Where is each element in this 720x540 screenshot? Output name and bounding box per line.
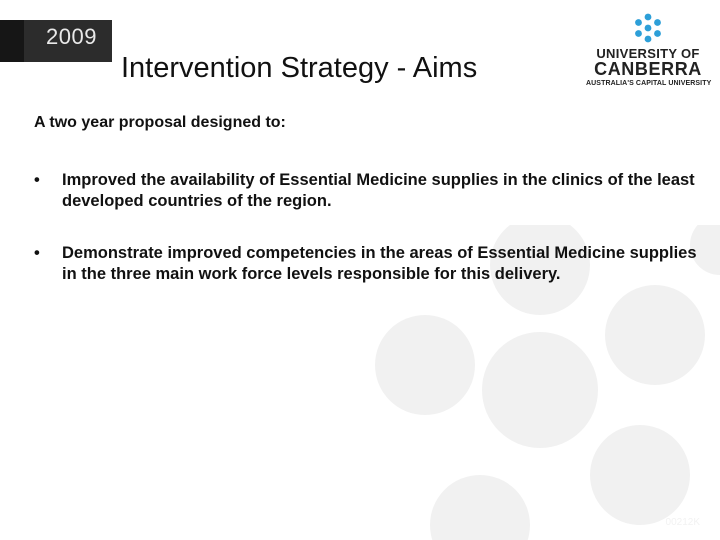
university-logo-mark-icon (632, 12, 664, 44)
university-logo (586, 12, 710, 92)
slide-title: Intervention Strategy - Aims (121, 52, 478, 84)
year-band-tab (0, 20, 24, 62)
bullet-text: Demonstrate improved competencies in the areas of Essential Medicine supplies in the three main work force levels responsible for this delivery. (62, 244, 697, 283)
logo-canberra: CANBERRA (594, 59, 702, 79)
intro-text: A two year proposal designed to: (34, 114, 286, 131)
year-label: 2009 (46, 24, 97, 49)
bullet-item (34, 243, 704, 285)
bullet-marker: • (34, 171, 40, 189)
bullet-text: Improved the availability of Essential Medicine supplies in the clinics of the least developed countries of the region. (62, 171, 695, 210)
bullet-item (34, 170, 704, 212)
logo-university-of: UNIVERSITY OF (596, 46, 700, 61)
bullet-list (34, 170, 704, 316)
bullet-marker: • (34, 244, 40, 262)
logo-tagline: AUSTRALIA'S CAPITAL UNIVERSITY (586, 80, 712, 87)
footer-code: 00212K (665, 517, 700, 528)
